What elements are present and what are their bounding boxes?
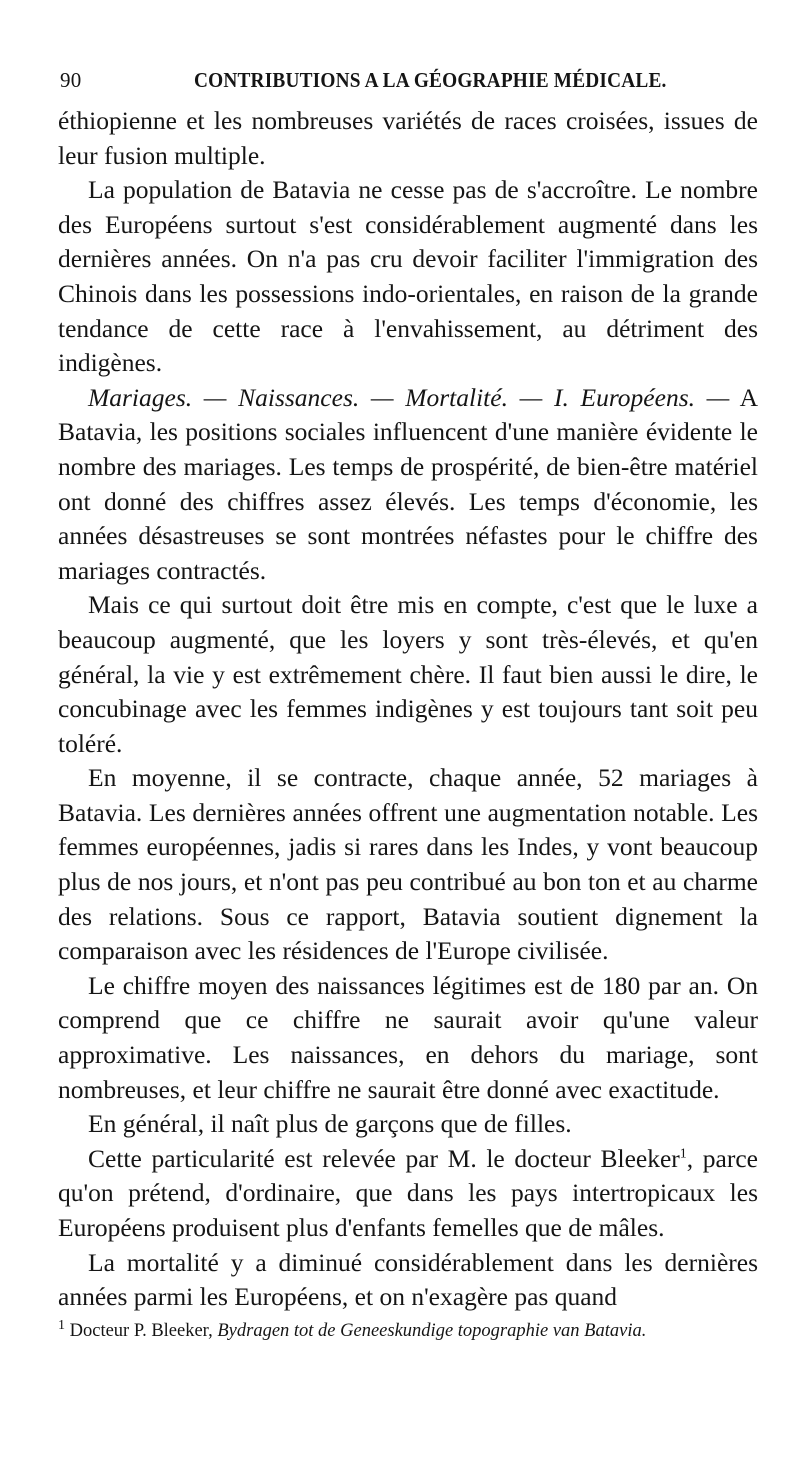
- footnote-item: [58, 1318, 758, 1344]
- paragraph-marriages-text: A Batavia, les positions sociales influencent d'une manière évidente le nombre des mariages. Les temps de prospérité, de bien-être matériel ont donné des chiffres assez élevés. Les temps d'économie, les années désastreuses se sont montrées néfastes pour le chiffre des mariages contractés.: [58, 382, 759, 585]
- section-subheading: I. Européens. —: [553, 382, 730, 412]
- paragraph-bleeker: [58, 1142, 758, 1246]
- running-title: CONTRIBUTIONS A LA GÉOGRAPHIE MÉDICALE.: [194, 68, 667, 92]
- paragraph-bleeker-end: , parce qu'on prétend, d'ordinaire, que dans les pays intertropicaux les Européens produisent plus d'enfants femelles que de mâles.: [58, 1143, 758, 1242]
- footnotes: [58, 1318, 758, 1344]
- footnote-title: Bydragen tot de Geneeskundige topographie van Batavia.: [217, 1321, 647, 1341]
- paragraph-mortality: La mortalité y a diminué considérablement dans les dernières années parmi les Européens, et on n'exagère pas quand: [58, 1247, 758, 1312]
- paragraph-bleeker-start: Cette particularité est relevée par M. le docteur Bleeker: [88, 1143, 680, 1173]
- paragraph-population: La population de Batavia ne cesse pas de s'accroître. Le nombre des Européens surtout s'est considérablement augmenté dans les dernières années. On n'a pas cru devoir faciliter l'immigration des Chinois dans les possessions indo-orientales, en raison de la grande tendance de cette race à l'envahissement, au détriment des indigènes.: [58, 175, 758, 378]
- page-header: [58, 68, 758, 96]
- paragraph-luxury: Mais ce qui surtout doit être mis en compte, c'est que le luxe a beaucoup augmenté, que les loyers y sont très-élevés, et qu'en général, la vie y est extrêmement chère. Il faut bien aussi le dire, le concubinage avec les femmes indigènes y est toujours tant soit peu toléré.: [58, 590, 758, 758]
- body-text: [58, 104, 758, 1315]
- footnote-mark: 1: [58, 1317, 65, 1333]
- paragraph-continued: éthiopienne et les nombreuses variétés de races croisées, issues de leur fusion multiple.: [58, 106, 758, 170]
- footnote-author: Docteur P. Bleeker,: [69, 1321, 213, 1341]
- page-number: 90: [60, 68, 82, 92]
- paragraph-births: Le chiffre moyen des naissances légitimes est de 180 par an. On comprend que ce chiffre ne saurait avoir qu'une valeur approximative. Les naissances, en dehors du mariage, sont nombreuses, et leur chiffre ne saurait être donné avec exactitude.: [58, 970, 758, 1104]
- paragraph-marriages: [58, 381, 758, 589]
- footnote-reference: 1: [679, 1146, 687, 1162]
- paragraph-average-marriages: En moyenne, il se contracte, chaque année, 52 mariages à Batavia. Les dernières années offrent une augmentation notable. Les femmes européennes, jadis si rares dans les Indes, y vont beaucoup plus de nos jours, et n'ont pas peu contribué au bon ton et au charme des relations. Sous ce rapport, Batavia soutient dignement la comparaison avec les résidences de l'Europe civilisée.: [58, 763, 758, 966]
- section-heading: Mariages. — Naissances. — Mortalité. —: [88, 382, 543, 412]
- paragraph-boys-girls: En général, il naît plus de garçons que de filles.: [88, 1109, 572, 1139]
